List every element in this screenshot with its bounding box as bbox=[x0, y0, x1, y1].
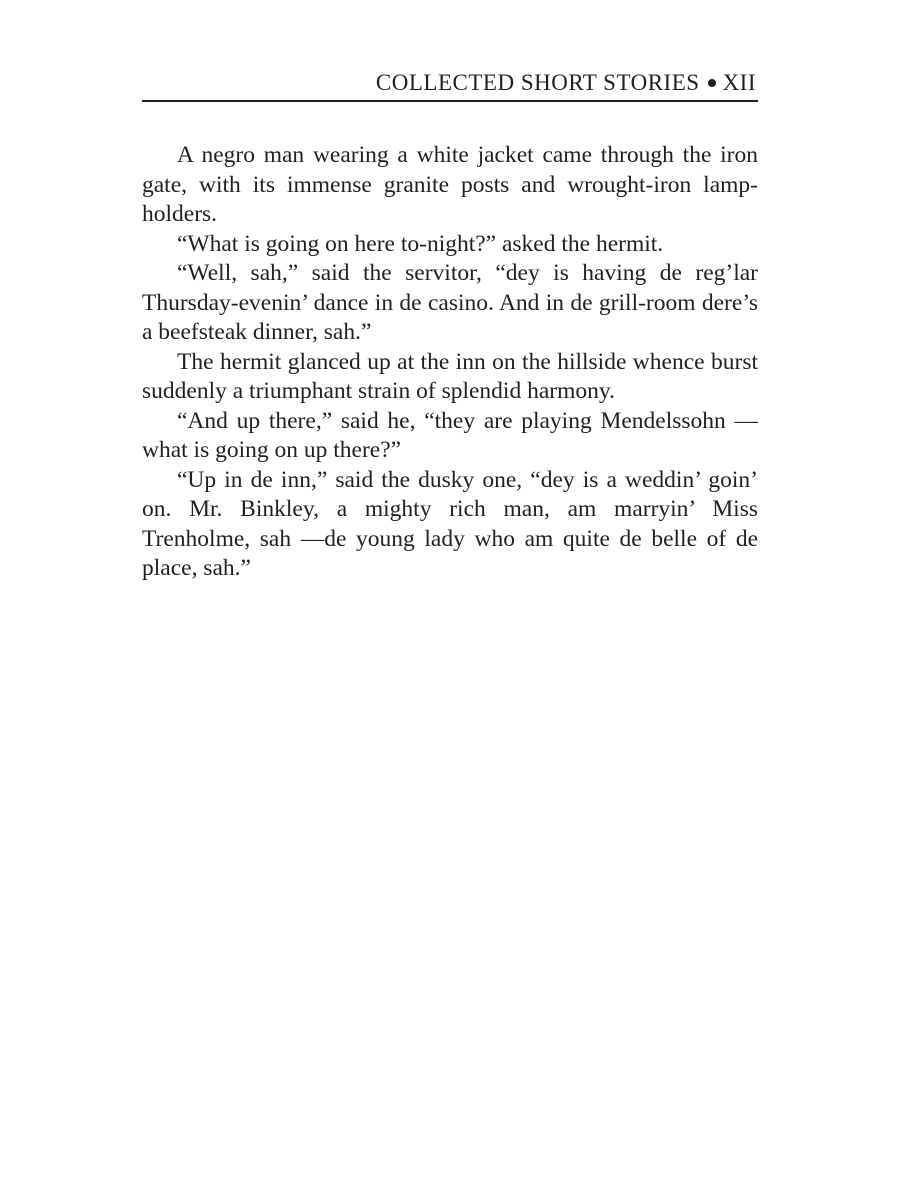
bullet-icon bbox=[708, 79, 716, 87]
paragraph: “Well, sah,” said the servitor, “dey is having de reg’lar Thursday-evenin’ dance in de casino. And in de grill-room dere’s a beefsteak dinner, sah.” bbox=[142, 260, 758, 345]
paragraph: The hermit glanced up at the inn on the hillside whence burst suddenly a triumphant strain of splendid harmony. bbox=[142, 348, 758, 404]
header-line bbox=[376, 68, 756, 98]
paragraph: A negro man wearing a white jacket came through the iron gate, with its immense granite posts and wrought-iron lamp-holders. bbox=[142, 142, 758, 227]
story-text bbox=[142, 141, 758, 584]
book-title: COLLECTED SHORT STORIES bbox=[375, 70, 700, 95]
page-number: XII bbox=[722, 70, 756, 95]
paragraph: “And up there,” said he, “they are playing Mendelssohn — what is going on up there?” bbox=[142, 407, 758, 463]
paragraph: “What is going on here to-night?” asked the hermit. bbox=[177, 230, 664, 257]
paragraph: “Up in de inn,” said the dusky one, “dey is a weddin’ goin’ on. Mr. Binkley, a mighty rich man, am marryin’ Miss Trenholme, sah —de young lady who am quite de belle of de place, sah.” bbox=[142, 466, 758, 581]
running-header bbox=[142, 68, 758, 102]
